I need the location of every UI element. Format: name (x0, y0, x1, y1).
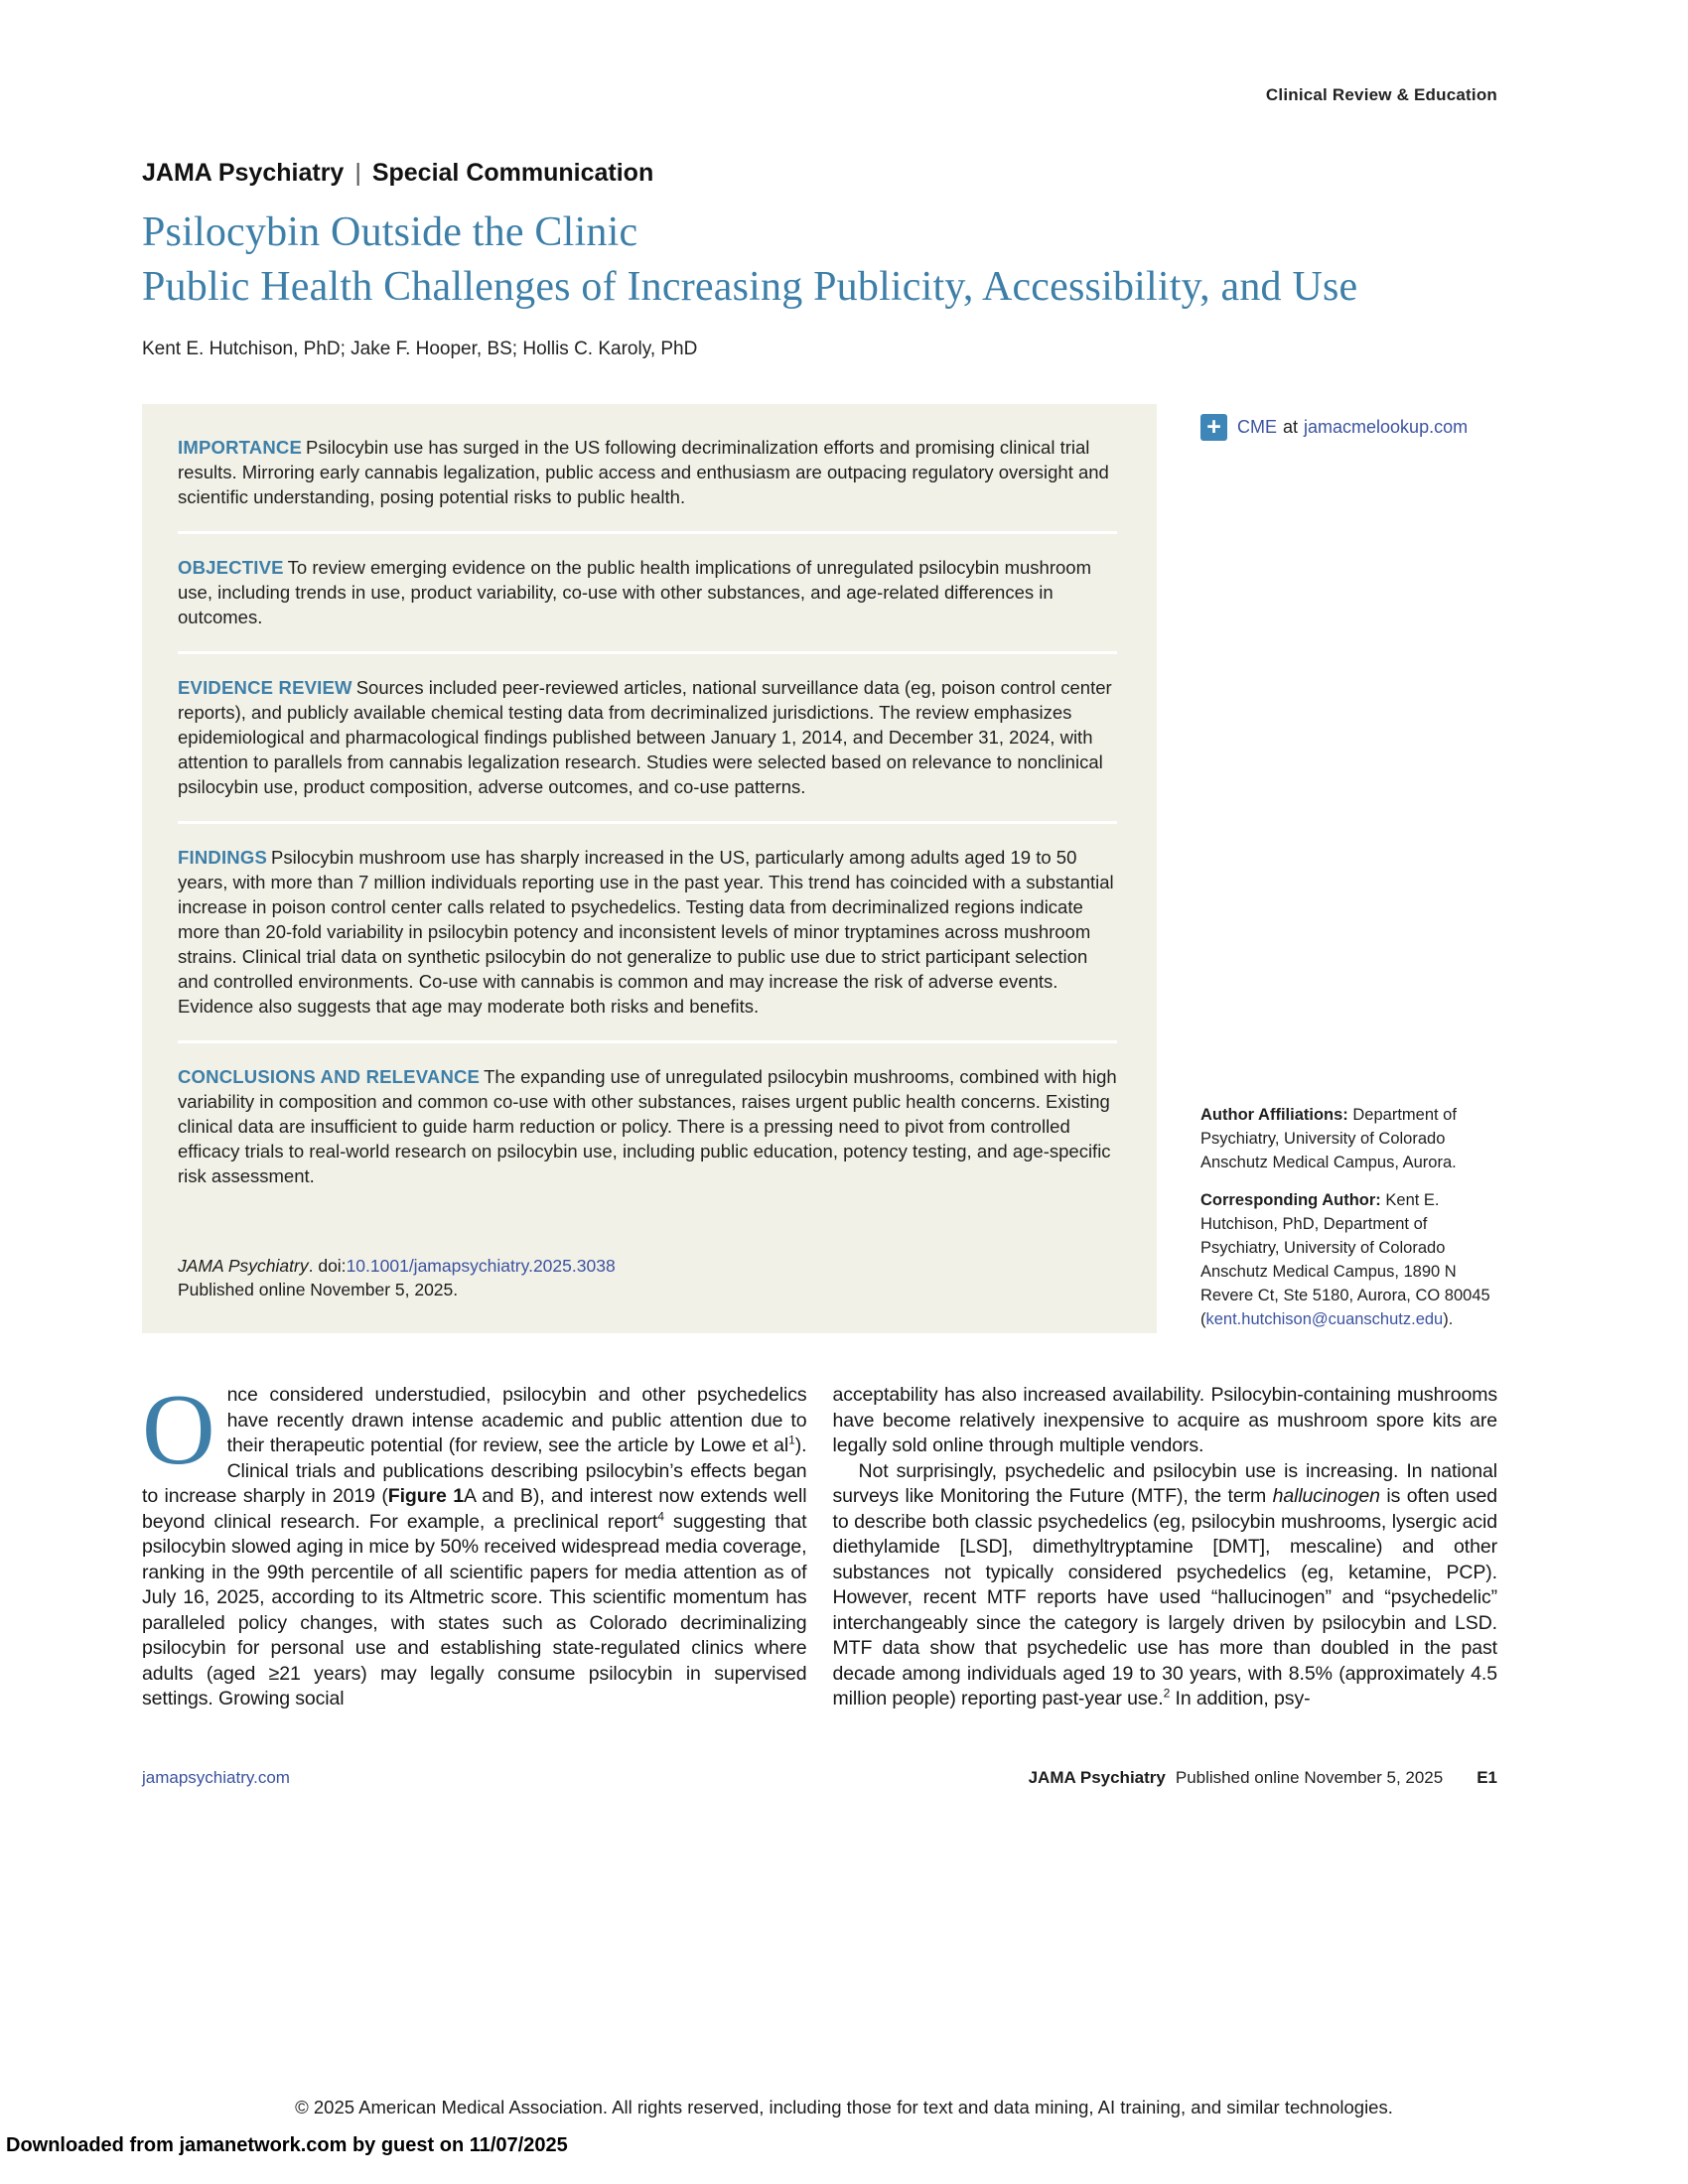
abstract-section-importance (178, 414, 1117, 531)
citation-doi-prefix: . doi: (308, 1256, 347, 1277)
corresponding-author (1200, 1188, 1497, 1331)
kicker-journal: JAMA Psychiatry (142, 159, 345, 187)
cme-label: CME (1237, 417, 1277, 438)
abstract-section-label: IMPORTANCE (178, 437, 302, 459)
corresponding-author-text: Kent E. Hutchison, PhD, Department of Psychiatry, University of Colorado Anschutz Medical Campus, 1890 N Revere Ct, Ste 5180, Aurora, CO 80045 ( (1200, 1191, 1490, 1329)
published-online-date: Published online November 5, 2025. (178, 1280, 459, 1300)
article-body (142, 1374, 1497, 1712)
body-text: ). Clinical trials and publications describing psilocybin’s effects began to increase sharply in 2019 ( (142, 1434, 807, 1508)
body-column-right (833, 1383, 1498, 1712)
abstract-section-text: Sources included peer-reviewed articles, national surveillance data (eg, poison control center reports), and publicly available chemical testing data from decriminalized jurisdictions. The review emphasizes epidemiological and pharmacological findings published between January 1, 2014, and December 31, 2024, with attention to parallels from cannabis legalization research. Studies were selected based on relevance to nonclinical psilocybin use, product composition, adverse outcomes, and co-use patterns. (178, 677, 1112, 798)
body-paragraph (833, 1459, 1498, 1712)
abstract-region (142, 404, 1497, 1333)
body-paragraph (142, 1374, 807, 1712)
cme-at-text: at (1283, 417, 1299, 438)
kicker-article-type: Special Communication (371, 159, 654, 187)
abstract-section-label: OBJECTIVE (178, 557, 284, 579)
copyright-notice: © 2025 American Medical Association. All rights reserved, including those for text and data mining, AI training, and similar technologies. (295, 2097, 1393, 2117)
section-banner: Clinical Review & Education (1265, 85, 1497, 104)
italic-term: hallucinogen (1272, 1485, 1380, 1508)
doi-link[interactable]: 10.1001/jamapsychiatry.2025.3038 (346, 1256, 616, 1277)
article-title-line1: Psilocybin Outside the Clinic (142, 209, 638, 255)
body-text: In addition, psy- (1170, 1688, 1311, 1710)
body-paragraph: acceptability has also increased availability. Psilocybin-containing mushrooms have become relatively inexpensive to acquire as mushroom spore kits are legally sold online through multiple vendors. (832, 1384, 1497, 1457)
citation-journal: JAMA Psychiatry (178, 1256, 309, 1277)
abstract-section-conclusions (178, 1040, 1117, 1210)
abstract-section-findings (178, 821, 1117, 1040)
reference-superscript[interactable]: 4 (657, 1509, 664, 1524)
abstract-section-evidence-review (178, 651, 1117, 821)
author-byline: Kent E. Hutchison, PhD; Jake F. Hooper, BS; Hollis C. Karoly, PhD (142, 339, 698, 360)
footer-published-date: Published online November 5, 2025 (1175, 1767, 1444, 1787)
abstract-section-label: CONCLUSIONS AND RELEVANCE (178, 1066, 481, 1088)
sidebar-spacer (1200, 441, 1497, 1103)
abstract-section-text: The expanding use of unregulated psilocybin mushrooms, combined with high variability in composition and common co-use with other substances, raises urgent public health concerns. Existing clinical data are insufficient to guide harm reduction or policy. There is a pressing need to pivot from controlled efficacy trials to real-world research on psilocybin use, including public education, potency testing, and age-specific risk assessment. (178, 1066, 1117, 1187)
body-text: Not surprisingly, psychedelic and psilocybin use is increasing. In national surveys like Monitoring the Future (MTF), the term (832, 1459, 1497, 1508)
author-affiliations (1200, 1103, 1497, 1174)
drop-cap: O (142, 1374, 215, 1487)
abstract-section-text: To review emerging evidence on the public health implications of unregulated psilocybin mushroom use, including trends in use, product variability, co-use with other substances, and age-related differences in outcomes. (178, 557, 1091, 628)
footer-citation (1029, 1768, 1497, 1788)
article-sidebar (1200, 404, 1497, 1333)
download-stamp: Downloaded from jamanetwork.com by guest on 11/07/2025 (6, 2134, 568, 2156)
article-title-line2: Public Health Challenges of Increasing Publicity, Accessibility, and Use (142, 263, 1358, 310)
body-text: nce considered understudied, psilocybin and other psychedelics have recently drawn intense academic and public attention due to their therapeutic potential (for review, see the article by Lowe et al (226, 1384, 807, 1457)
author-affiliations-text: Department of Psychiatry, University of Colorado Anschutz Medical Campus, Aurora. (1200, 1106, 1457, 1172)
abstract-section-label: FINDINGS (178, 847, 267, 869)
article-citation (178, 1254, 1117, 1301)
page-footer (142, 1768, 1497, 1788)
abstract-section-label: EVIDENCE REVIEW (178, 677, 352, 699)
article-title (142, 205, 1497, 314)
corresponding-author-email-link[interactable]: kent.hutchison@cuanschutz.edu (1205, 1310, 1444, 1329)
reference-superscript[interactable]: 1 (788, 1433, 795, 1447)
kicker-divider: | (354, 159, 361, 187)
body-text: suggesting that psilocybin slowed aging in mice by 50% received widespread media coverage, ranking in the 99th percentile of all scientific papers for media attention as of July 16, 2025, according to its Altmetric score. This scientific momentum has paralleled policy changes, with states such as Colorado decriminalizing psilocybin for personal use and establishing state-regulated clinics where adults (aged ≥21 years) may legally consume psilocybin in supervised settings. Growing social (142, 1510, 807, 1710)
author-information (1200, 1103, 1497, 1333)
corresponding-author-suffix: ). (1443, 1310, 1454, 1329)
journal-site-link[interactable]: jamapsychiatry.com (142, 1767, 290, 1787)
abstract-section-text: Psilocybin use has surged in the US following decriminalization efforts and promising clinical trial results. Mirroring early cannabis legalization, public access and enthusiasm are outpacing regulatory oversight and scientific understanding, posing potential risks to public health. (178, 437, 1109, 508)
cme-banner (1200, 414, 1497, 441)
cme-lookup-link[interactable]: jamacmelookup.com (1304, 417, 1469, 438)
abstract-section-objective (178, 531, 1117, 651)
reference-superscript[interactable]: 2 (1163, 1686, 1171, 1701)
abstract-section-text: Psilocybin mushroom use has sharply increased in the US, particularly among adults aged 19 to 50 years, with more than 7 million individuals reporting use in the past year. This trend has coincided with a substantial increase in poison control center calls related to psychedelics. Testing data from decriminalized regions indicate more than 20-fold variability in psilocybin potency and inconsistent levels of minor tryptamines across mushroom strains. Clinical trial data on synthetic psilocybin do not generalize to public use due to strict participant selection and controlled environments. Co-use with cannabis is common and may increase the risk of adverse events. Evidence also suggests that age may moderate both risks and benefits. (178, 847, 1114, 1018)
article-kicker (142, 159, 1497, 188)
figure-reference[interactable]: Figure 1 (387, 1485, 464, 1508)
abstract-box (142, 404, 1157, 1333)
body-text: is often used to describe both classic psychedelics (eg, psilocybin mushrooms, lysergic acid diethylamide [LSD], dimethyltryptamine [DMT], mescaline) and other substances not typically considered psychedelics (eg, ketamine, PCP). However, recent MTF reports have used “hallucinogen” and “psychedelic” interchangeably since the category is largely driven by psilocybin and LSD. MTF data show that psychedelic use has more than doubled in the past decade among individuals aged 19 to 30 years, with 8.5% (approximately 4.5 million people) reporting past-year use. (832, 1485, 1497, 1710)
footer-journal-name: JAMA Psychiatry (1028, 1767, 1166, 1787)
body-column-left (142, 1374, 807, 1712)
corresponding-author-label: Corresponding Author: (1200, 1191, 1381, 1210)
cme-plus-icon: + (1200, 414, 1227, 441)
body-text: A and B), and interest now extends well beyond clinical research. For example, a preclinical report (142, 1485, 807, 1533)
author-affiliations-label: Author Affiliations: (1200, 1106, 1348, 1125)
footer-page-number: E1 (1477, 1767, 1497, 1787)
